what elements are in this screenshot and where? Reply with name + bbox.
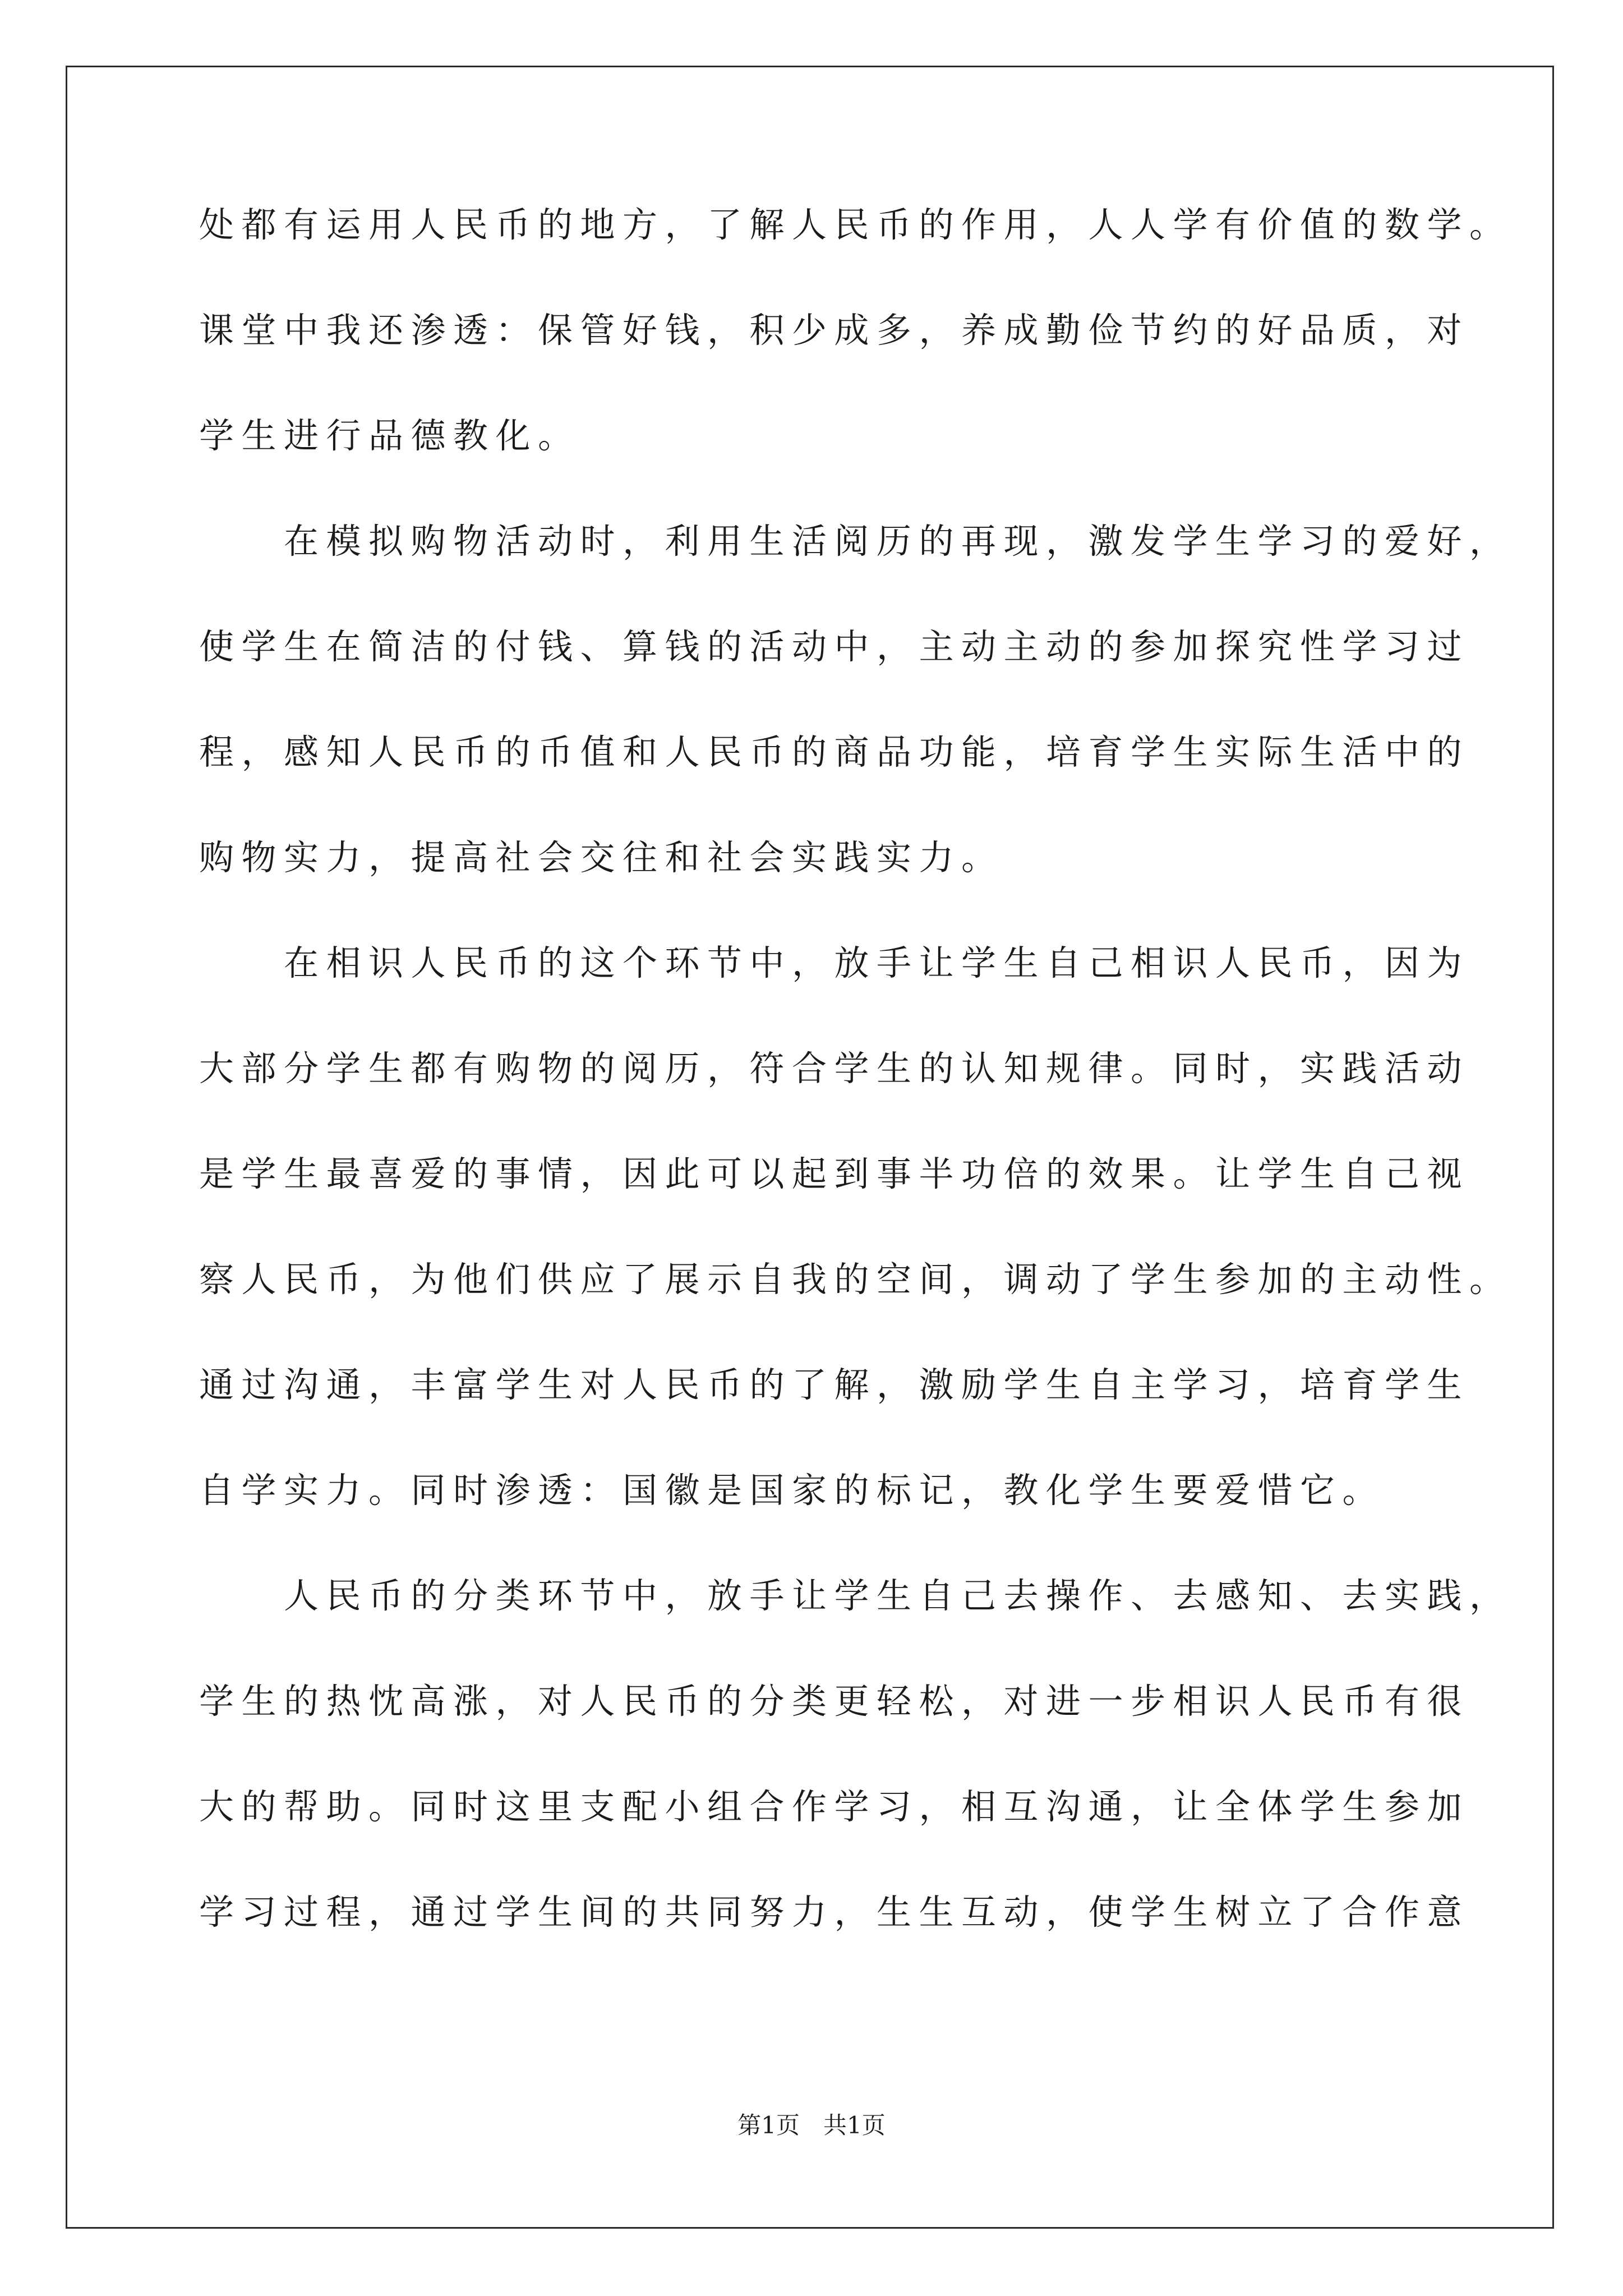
- text-line: 程，感知人民币的币值和人民币的商品功能，培育学生实际生活中的: [199, 731, 1470, 772]
- text-line: 大部分学生都有购物的阅历，符合学生的认知规律。同时，实践活动: [199, 1048, 1470, 1089]
- text-line: 自学实力。同时渗透：国徽是国家的标记，教化学生要爱惜它。: [199, 1470, 1385, 1511]
- text-line: 学习过程，通过学生间的共同努力，生生互动，使学生树立了合作意: [199, 1892, 1470, 1932]
- text-line: 大的帮助。同时这里支配小组合作学习，相互沟通，让全体学生参加: [199, 1786, 1470, 1827]
- text-line: 处都有运用人民币的地方，了解人民币的作用，人人学有价值的数学。: [199, 204, 1512, 245]
- text-line: 察人民币，为他们供应了展示自我的空间，调动了学生参加的主动性。: [199, 1259, 1512, 1300]
- text-line: 是学生最喜爱的事情，因此可以起到事半功倍的效果。让学生自己视: [199, 1153, 1470, 1194]
- text-line: 学生进行品德教化。: [199, 415, 580, 456]
- text-line: 购物实力，提高社会交往和社会实践实力。: [199, 837, 1004, 878]
- text-line: 使学生在简洁的付钱、算钱的活动中，主动主动的参加探究性学习过: [199, 626, 1470, 667]
- page-number: 第1页 共1页: [737, 2111, 886, 2139]
- text-line: 人民币的分类环节中，放手让学生自己去操作、去感知、去实践，: [199, 1575, 1512, 1616]
- text-line: 在相识人民币的这个环节中，放手让学生自己相识人民币，因为: [199, 942, 1470, 983]
- text-line: 在模拟购物活动时，利用生活阅历的再现，激发学生学习的爱好，: [199, 521, 1512, 562]
- text-line: 通过沟通，丰富学生对人民币的了解，激励学生自主学习，培育学生: [199, 1364, 1470, 1405]
- text-line: 课堂中我还渗透：保管好钱，积少成多，养成勤俭节约的好品质，对: [199, 310, 1470, 351]
- text-line: 学生的热忱高涨，对人民币的分类更轻松，对进一步相识人民币有很: [199, 1681, 1470, 1722]
